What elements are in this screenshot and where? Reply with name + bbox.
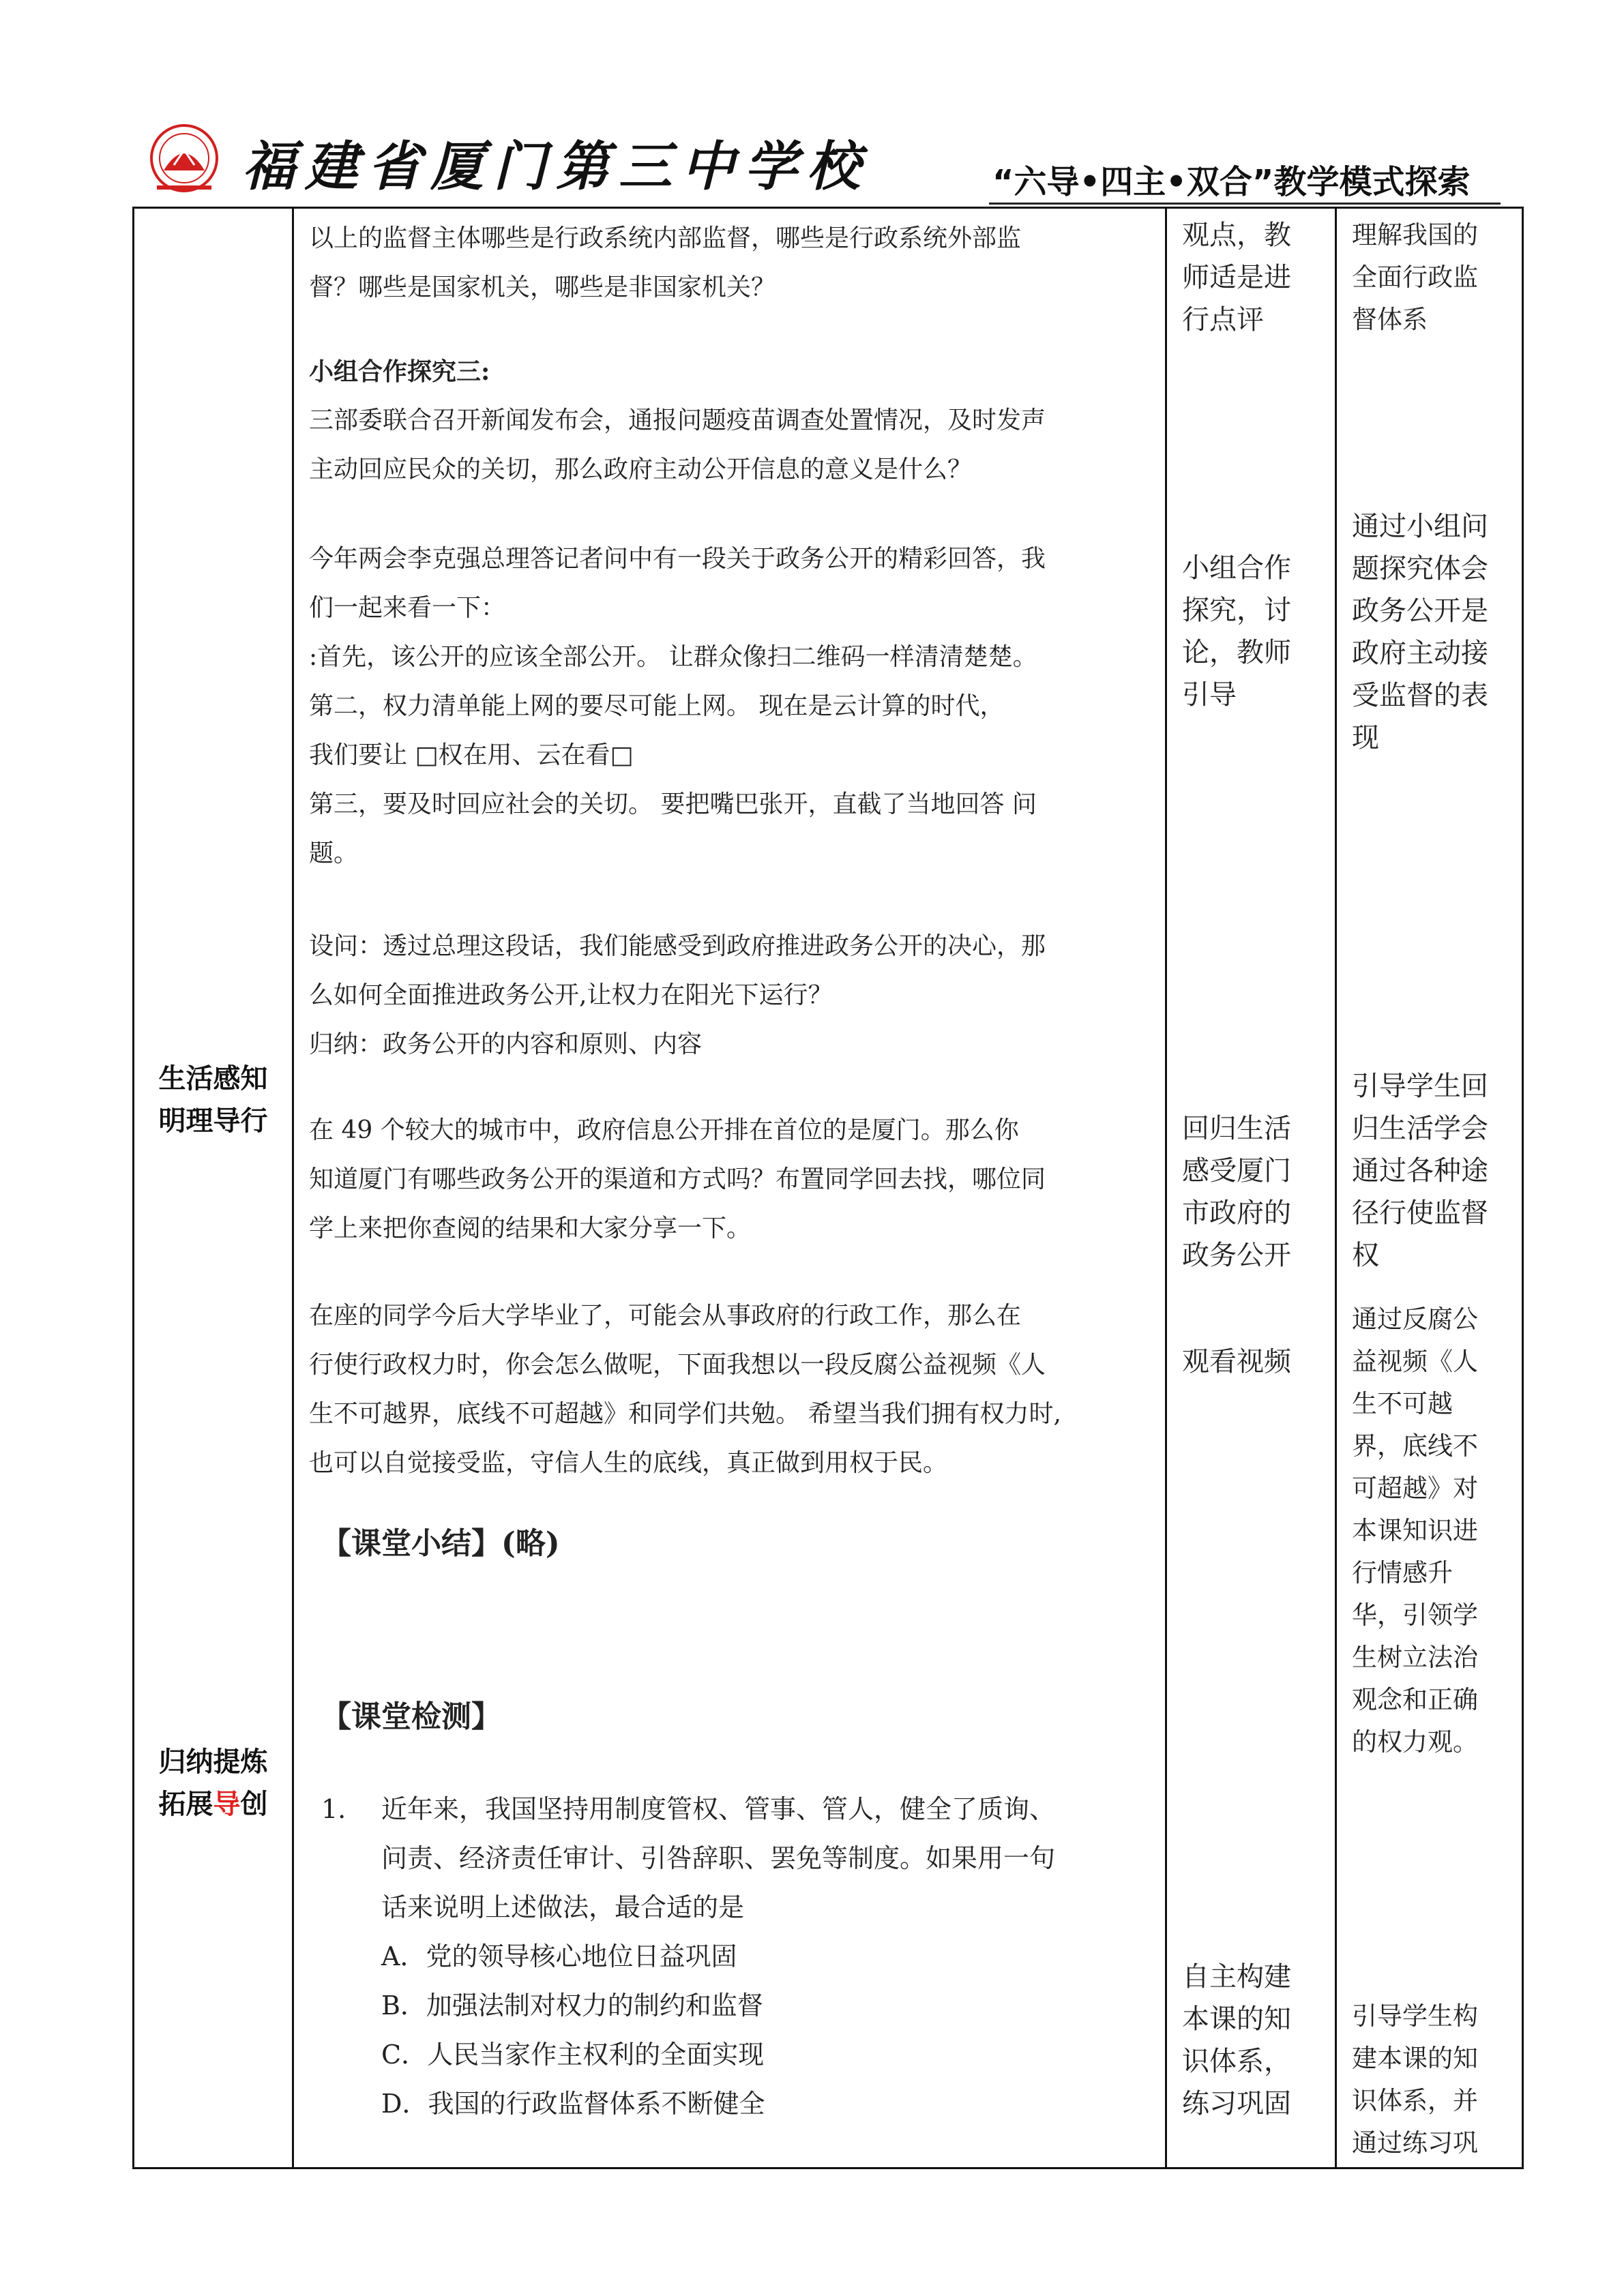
intent-line: 政府主动接 xyxy=(1352,638,1488,669)
content-line: :首先，该公开的应该全部公开。 让群众像扫二维码一样清清楚楚。 xyxy=(309,643,1037,671)
intent-line: 观念和正确 xyxy=(1352,1685,1478,1714)
design-intent-block-2 xyxy=(1352,505,1518,759)
design-intent-block-4 xyxy=(1352,1298,1518,1763)
stage-column xyxy=(134,208,293,2168)
question-number: 1. xyxy=(321,1794,346,1824)
content-line: 今年两会李克强总理答记者问中有一段关于政务公开的精彩回答，我 xyxy=(309,545,1046,573)
content-line: 题。 xyxy=(309,839,359,867)
lesson-plan-table xyxy=(132,207,1524,2169)
activity-line: 引导 xyxy=(1182,679,1237,711)
intent-line: 界，底线不 xyxy=(1352,1431,1478,1461)
activity-line: 市政府的 xyxy=(1182,1197,1291,1229)
teacher-activity-block-3 xyxy=(1182,1107,1331,1277)
design-intent-block-5 xyxy=(1352,1995,1518,2164)
teacher-activity-block-4 xyxy=(1182,1341,1331,1383)
content-line: 学上来把你查阅的结果和大家分享一下。 xyxy=(309,1214,752,1242)
teaching-content-column xyxy=(293,208,1166,2168)
activity-line: 师适是进 xyxy=(1182,262,1291,293)
question-stem-line: 话来说明上述做法，最合适的是 xyxy=(381,1892,745,1922)
design-intent-block-3 xyxy=(1352,1065,1518,1277)
intent-line: 现 xyxy=(1352,722,1379,754)
intent-line: 生树立法治 xyxy=(1352,1643,1478,1672)
intent-line: 题探究体会 xyxy=(1352,553,1488,584)
content-line: 以上的监督主体哪些是行政系统内部监督，哪些是行政系统外部监 xyxy=(309,224,1022,252)
content-line: 生不可越界，底线不可超越》和同学们共勉。 希望当我们拥有权力时, xyxy=(309,1400,1061,1428)
option-a: A．党的领导核心地位日益巩固 xyxy=(381,1941,737,1971)
teacher-activity-block-2 xyxy=(1182,547,1331,716)
teacher-activity-column xyxy=(1166,208,1336,2168)
section-heading: 小组合作探究三: xyxy=(309,357,490,386)
activity-line: 回归生活 xyxy=(1182,1113,1291,1144)
option-b: B．加强法制对权力的制约和监督 xyxy=(381,1991,763,2021)
intent-line: 理解我国的 xyxy=(1352,220,1478,250)
content-line: 三部委联合召开新闻发布会，通报问题疫苗调查处置情况，及时发声 xyxy=(309,406,1046,434)
activity-line: 小组合作 xyxy=(1182,552,1291,584)
content-line: 主动回应民众的关切，那么政府主动公开信息的意义是什么？ xyxy=(309,456,973,483)
question-stem-line: 近年来，我国坚持用制度管权、管事、管人，健全了质询、 xyxy=(381,1794,1056,1824)
content-line: 我们要让 □权在用、云在看□ xyxy=(309,741,634,769)
option-d: D．我国的行政监督体系不断健全 xyxy=(381,2089,765,2119)
stage-label-line: 归纳提炼 xyxy=(158,1746,268,1778)
class-test-heading: 【课堂检测】 xyxy=(321,1699,501,1734)
intent-line: 的权力观。 xyxy=(1352,1727,1478,1757)
teacher-activity-block-5 xyxy=(1182,1956,1331,2125)
intent-line: 生不可越 xyxy=(1352,1389,1453,1418)
content-line: 么如何全面推进政务公开,让权力在阳光下运行？ xyxy=(309,981,833,1009)
activity-line: 本课的知 xyxy=(1182,2003,1291,2035)
teacher-activity-block-1 xyxy=(1182,214,1331,341)
intent-line: 径行使监督 xyxy=(1352,1197,1488,1229)
stage-label-line: 明理导行 xyxy=(158,1105,268,1137)
intent-line: 引导学生回 xyxy=(1352,1071,1488,1102)
intent-line: 权 xyxy=(1352,1240,1379,1271)
activity-line: 感受厦门 xyxy=(1182,1155,1291,1187)
intent-line: 督体系 xyxy=(1352,305,1428,334)
activity-line: 自主构建 xyxy=(1182,1961,1291,1993)
intent-line: 可超越》对 xyxy=(1352,1474,1478,1503)
intent-line: 通过各种途 xyxy=(1352,1155,1488,1187)
stage-label-highlight: 导 xyxy=(213,1789,241,1820)
content-line: 归纳：政务公开的内容和原则、内容 xyxy=(309,1030,703,1058)
content-line: 设问：透过总理这段话，我们能感受到政府推进政务公开的决心，那 xyxy=(309,932,1046,960)
intent-line: 归生活学会 xyxy=(1352,1113,1488,1144)
content-line: 行使行政权力时，你会怎么做呢，下面我想以一段反腐公益视频《人 xyxy=(309,1351,1046,1379)
content-line: 们一起来看一下： xyxy=(309,594,506,622)
content-line: 在 49 个较大的城市中，政府信息公开排在首位的是厦门。那么你 xyxy=(309,1116,1019,1144)
content-line: 第三，要及时回应社会的关切。 要把嘴巴张开，直截了当地回答 问 xyxy=(309,790,1037,818)
design-intent-column xyxy=(1336,208,1523,2168)
intent-line: 通过反腐公 xyxy=(1352,1304,1478,1334)
activity-line: 识体系， xyxy=(1182,2046,1291,2077)
header-rule xyxy=(989,203,1501,205)
intent-line: 政务公开是 xyxy=(1352,595,1488,627)
activity-line: 练习巩固 xyxy=(1182,2088,1291,2119)
activity-line: 探究，讨 xyxy=(1182,595,1291,626)
intent-line: 本课知识进 xyxy=(1352,1516,1478,1545)
content-line: 第二，权力清单能上网的要尽可能上网。 现在是云计算的时代， xyxy=(309,692,1005,720)
header-tagline: “六导•四主•双合”教学模式探索 xyxy=(992,163,1471,201)
stage-label-line: 拓展 xyxy=(158,1789,213,1820)
question-stem-line: 问责、经济责任审计、引咎辞职、罢免等制度。如果用一句 xyxy=(381,1843,1056,1873)
activity-line: 观点，教 xyxy=(1182,220,1291,251)
activity-line: 观看视频 xyxy=(1182,1346,1291,1377)
content-line: 也可以自觉接受监，守信人生的底线，真正做到用权于民。 xyxy=(309,1449,948,1477)
intent-line: 引导学生构 xyxy=(1352,2001,1478,2031)
activity-line: 政务公开 xyxy=(1182,1240,1291,1271)
intent-line: 建本课的知 xyxy=(1352,2044,1478,2073)
intent-line: 受监督的表 xyxy=(1352,680,1488,711)
content-line: 知道厦门有哪些政务公开的渠道和方式吗？布置同学回去找，哪位同 xyxy=(309,1165,1046,1193)
class-summary-heading: 【课堂小结】(略) xyxy=(321,1526,560,1561)
intent-line: 华，引领学 xyxy=(1352,1600,1478,1630)
school-seal-logo xyxy=(143,123,225,198)
content-line: 督？哪些是国家机关，哪些是非国家机关？ xyxy=(309,273,776,301)
school-name-logo: 福建省厦门第三中学校 xyxy=(242,136,870,198)
intent-line: 识体系，并 xyxy=(1352,2086,1478,2115)
intent-line: 通过小组问 xyxy=(1352,511,1488,542)
design-intent-block-1 xyxy=(1352,214,1518,341)
stage-label-life-perception xyxy=(134,1058,292,1142)
intent-line: 通过练习巩 xyxy=(1352,2128,1478,2158)
stage-label-line: 创 xyxy=(240,1789,268,1820)
activity-line: 论，教师 xyxy=(1182,637,1291,668)
activity-line: 行点评 xyxy=(1182,304,1264,336)
intent-line: 益视频《人 xyxy=(1352,1347,1478,1376)
intent-line: 全面行政监 xyxy=(1352,263,1478,292)
stage-label-line: 生活感知 xyxy=(158,1063,268,1094)
intent-line: 行情感升 xyxy=(1352,1558,1453,1587)
stage-label-summarize-extend xyxy=(134,1741,292,1825)
content-line: 在座的同学今后大学毕业了，可能会从事政府的行政工作，那么在 xyxy=(309,1302,1022,1330)
option-c: C．人民当家作主权利的全面实现 xyxy=(381,2040,765,2070)
